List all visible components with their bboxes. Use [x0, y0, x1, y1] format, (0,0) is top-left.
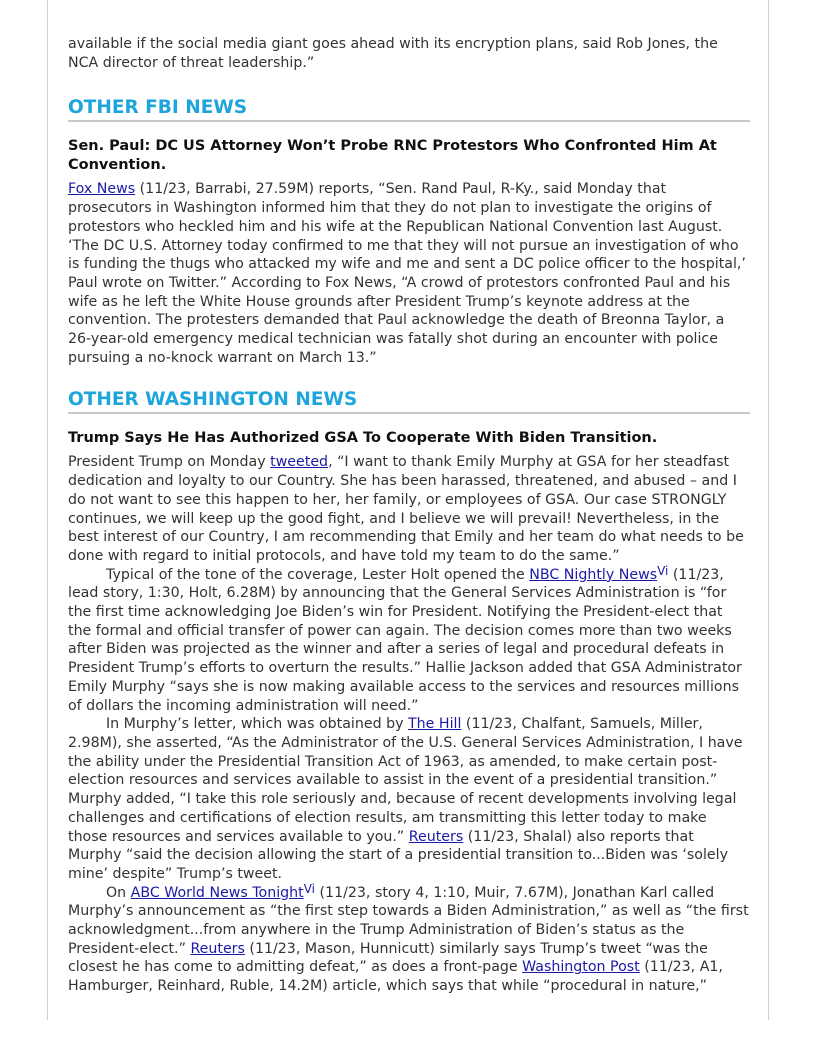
video-icon[interactable]: Vi	[303, 881, 315, 896]
paragraph-text: (11/23, A1, Hamburger, Reinhard, Ruble, 14.2M) article, which says that while “procedural in nature,”	[68, 959, 723, 995]
continued-paragraph: available if the social media giant goes ahead with its encryption plans, said Rob Jones, the NCA director of threat leadership.”	[68, 36, 718, 71]
article-paragraph	[68, 453, 750, 565]
article-paragraph	[68, 563, 750, 716]
paragraph-text: President Trump on Monday	[68, 454, 271, 471]
paragraph-text: On	[106, 884, 131, 901]
source-link-the-hill[interactable]: The Hill	[408, 716, 462, 733]
paragraph-text: (11/23, story 4, 1:10, Muir, 7.67M), Jonathan Karl called Murphy’s announcement as “the first step towards a Biden Administration,” as well as “the first acknowledgment...from anywhere in the Trump Administration of Biden’s status as the President-elect.”	[68, 884, 749, 957]
source-link-abc-world-news-tonight[interactable]: ABC World News Tonight	[130, 884, 304, 901]
section-title-fbi-news: OTHER FBI NEWS	[68, 97, 750, 122]
source-link-nbc-nightly-news[interactable]: NBC Nightly News	[529, 566, 658, 583]
source-link-reuters[interactable]: Reuters	[190, 940, 245, 957]
paragraph-text: (11/23, Chalfant, Samuels, Miller, 2.98M), she asserted, “As the Administrator of the U.S. General Services Administration, I have the ability under the Presidential Transition Act of 1963, as amended, to make certain post-election resources and services available to assist in the event of a presidential transition.” Murphy added, “I take this role seriously and, because of recent developments involving legal challenges and certifications of election results, am transmitting this letter today to make those resources and services available to you.”	[68, 716, 743, 845]
article-paragraph	[68, 881, 750, 996]
article-headline-gsa: Trump Says He Has Authorized GSA To Cooperate With Biden Transition.	[68, 430, 658, 447]
paragraph-text: Typical of the tone of the coverage, Lester Holt opened the	[106, 566, 530, 583]
paragraph-text: , “I want to thank Emily Murphy at GSA for her steadfast dedication and loyalty to our Country. She has been harassed, threatened, and abused – and I do not want to see this happen to her, her family, or employees of GSA. Our case STRONGLY continues, we will keep up the good fight, and I believe we will prevail! Nevertheless, in the best interest of our Country, I am recommending that Emily and her team do what needs to be done with regard to initial protocols, and have told my team to do the same.”	[68, 454, 744, 564]
article-paragraph	[68, 180, 750, 367]
source-link-washington-post[interactable]: Washington Post	[522, 959, 640, 976]
page-border-left	[47, 0, 48, 1020]
page-border-right	[768, 0, 769, 1020]
source-link-reuters[interactable]: Reuters	[408, 828, 464, 845]
section-title-washington-news: OTHER WASHINGTON NEWS	[68, 389, 750, 414]
paragraph-text: (11/23, Barrabi, 27.59M) reports, “Sen. Rand Paul, R-Ky., said Monday that prosecutors in Washington informed him that they do not plan to investigate the origins of protestors who heckled him and his wife at the Republican National Convention last August. ‘The DC U.S. Attorney today confirmed to me that they will not pursue an investigation of who is funding the thugs who attacked my wife and me and sent a DC police officer to the hospital,’ Paul wrote on Twitter.” According to Fox News, “A crowd of protestors confronted Paul and his wife as he left the White House grounds after President Trump’s keynote address at the convention. The protesters demanded that Paul acknowledge the death of Breonna Taylor, a 26-year-old emergency medical technician was fatally shot during an encounter with police pursuing a no-knock warrant on March 13.”	[68, 181, 746, 366]
article-paragraph	[68, 715, 750, 883]
paragraph-text: (11/23, Shalal) also reports that Murphy “said the decision allowing the start of a presidential transition to...Biden was ‘solely mine’ despite” Trump’s tweet.	[68, 828, 728, 882]
paragraph-text: (11/23, Mason, Hunnicutt) similarly says Trump’s tweet “was the closest he has come to admitting defeat,” as does a front-page	[68, 940, 708, 976]
video-icon[interactable]: Vi	[657, 563, 669, 578]
source-link-fox-news[interactable]: Fox News	[68, 181, 136, 198]
source-link-tweeted[interactable]: tweeted	[270, 454, 329, 471]
paragraph-text: In Murphy’s letter, which was obtained by	[106, 716, 409, 733]
article-headline-paul: Sen. Paul: DC US Attorney Won’t Probe RNC Protestors Who Confronted Him At Convention.	[68, 138, 717, 174]
newsletter-body	[68, 35, 750, 996]
paragraph-text: (11/23, lead story, 1:30, Holt, 6.28M) by announcing that the General Services Administration is “for the first time acknowledging Joe Biden’s win for President. Notifying the President-elect that the formal and official transfer of power can again. The decision comes more than two weeks after Biden was projected as the winner and after a series of legal and procedural defeats in President Trump’s efforts to overturn the results.” Hallie Jackson added that GSA Administrator Emily Murphy “says she is now making available access to the services and resources millions of dollars the incoming administration will need.”	[68, 566, 742, 714]
